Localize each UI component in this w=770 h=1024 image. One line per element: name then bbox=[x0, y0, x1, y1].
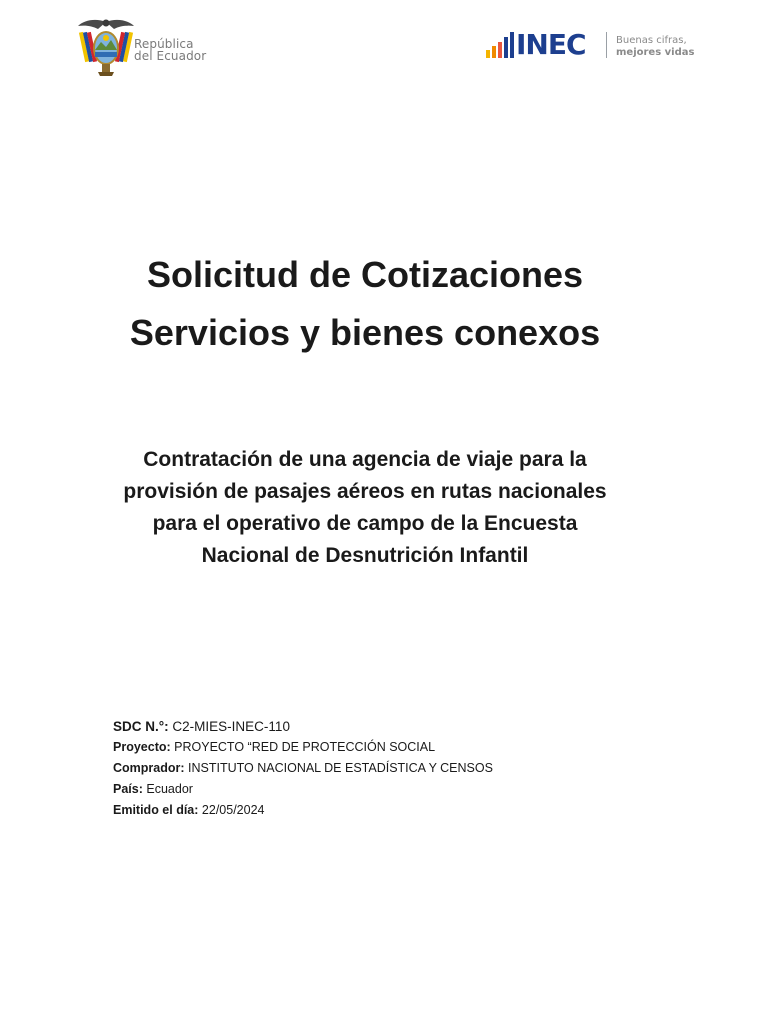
document-title bbox=[0, 246, 730, 362]
subtitle-line: Contratación de una agencia de viaje para la bbox=[143, 448, 587, 471]
slogan-line1: Buenas cifras, bbox=[616, 35, 687, 46]
document-subtitle bbox=[0, 444, 730, 572]
detail-label: SDC N.°: bbox=[113, 719, 169, 734]
inec-bars-icon bbox=[486, 32, 516, 58]
logo-divider bbox=[606, 32, 607, 58]
detail-value: PROYECTO “RED DE PROTECCIÓN SOCIAL bbox=[174, 740, 436, 754]
title-line1: Solicitud de Cotizaciones bbox=[146, 254, 584, 295]
detail-emitido bbox=[113, 800, 673, 821]
detail-label: Emitido el día: bbox=[113, 803, 199, 817]
detail-pais bbox=[113, 779, 673, 800]
inec-wordmark: INEC bbox=[516, 28, 586, 61]
detail-value: 22/05/2024 bbox=[201, 803, 265, 817]
slogan-line2: mejores vidas bbox=[616, 47, 695, 58]
detail-comprador bbox=[113, 758, 673, 779]
subtitle-line: Nacional de Desnutrición Infantil bbox=[201, 544, 529, 567]
detail-value: Ecuador bbox=[146, 782, 193, 796]
detail-label: Comprador: bbox=[113, 761, 185, 775]
subtitle-line: provisión de pasajes aéreos en rutas nacionales bbox=[123, 480, 607, 503]
ecuador-coat-of-arms-icon bbox=[76, 16, 136, 78]
republica-del-ecuador-logo bbox=[76, 16, 226, 78]
republica-line2: del Ecuador bbox=[134, 49, 207, 63]
detail-sdc-number bbox=[113, 716, 673, 737]
document-details bbox=[113, 716, 673, 821]
republica-del-ecuador-text bbox=[134, 38, 206, 62]
inec-slogan bbox=[616, 35, 694, 59]
republica-line1: República bbox=[134, 37, 194, 51]
detail-label: País: bbox=[113, 782, 143, 796]
detail-value: INSTITUTO NACIONAL DE ESTADÍSTICA Y CENSOS bbox=[188, 761, 493, 775]
detail-label: Proyecto: bbox=[113, 740, 171, 754]
title-line2: Servicios y bienes conexos bbox=[129, 312, 601, 353]
subtitle-line: para el operativo de campo de la Encuesta bbox=[152, 512, 578, 535]
detail-value: C2-MIES-INEC-110 bbox=[172, 719, 290, 734]
inec-logo bbox=[484, 28, 704, 64]
detail-proyecto bbox=[113, 737, 673, 758]
